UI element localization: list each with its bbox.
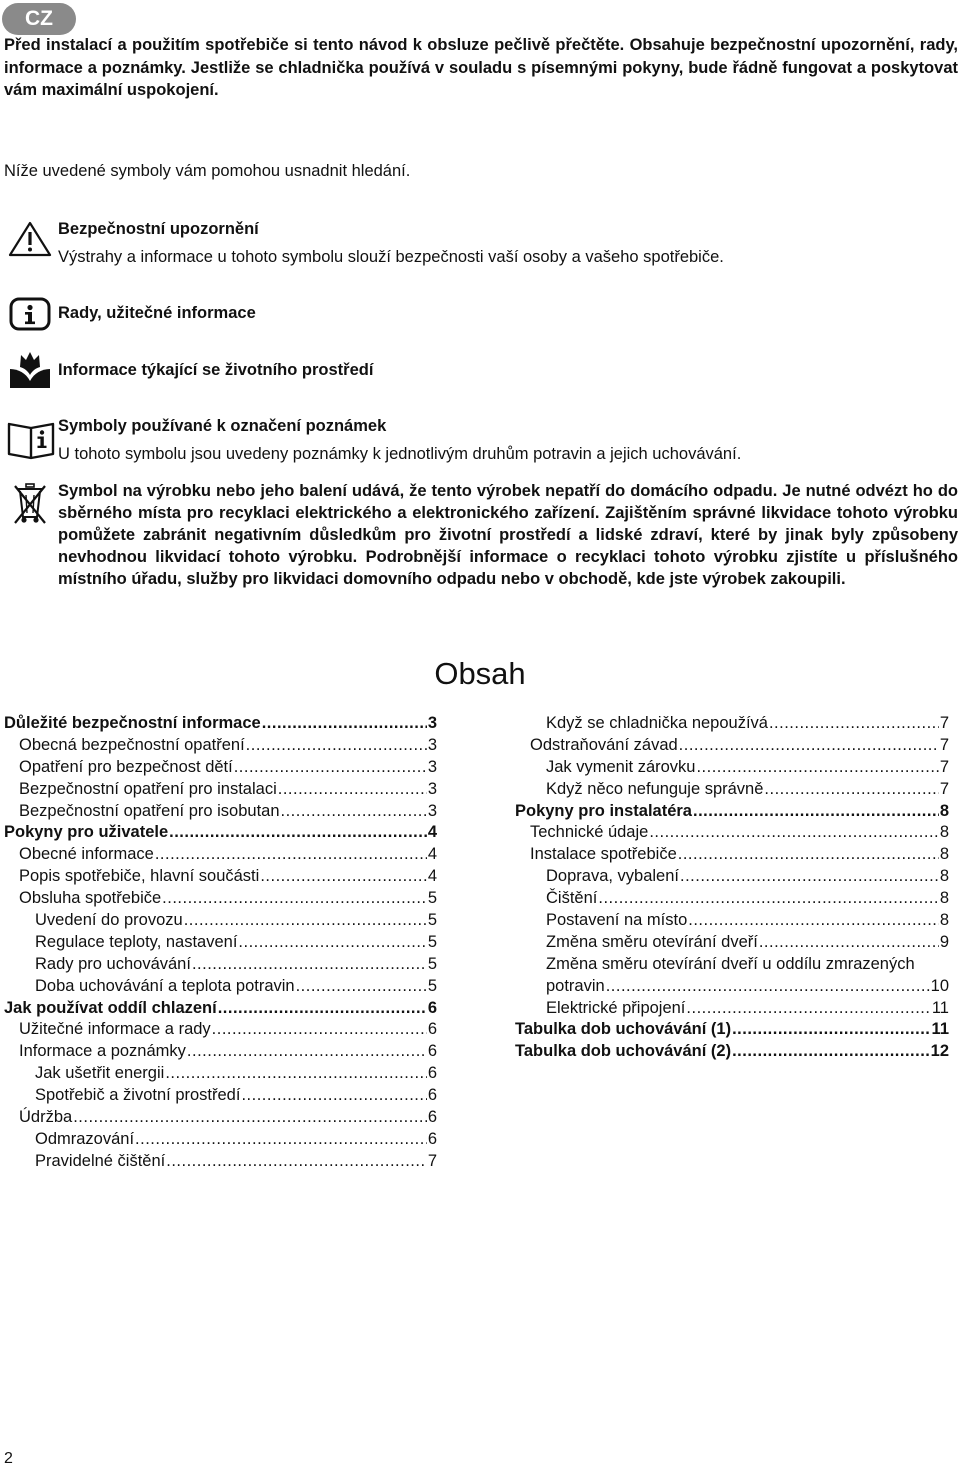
toc-leader-dots [135,1129,427,1151]
toc-leader-dots [166,1151,427,1173]
toc-entry-title: Pravidelné čištění [35,1151,166,1170]
toc-entry-title: Údržba [19,1108,73,1127]
toc-entry-title: Doprava, vybalení [546,867,679,886]
toc-entry [4,1151,437,1173]
toc-entry [4,1019,437,1041]
toc-entry-title: Odstraňování závad [530,735,678,754]
toc-entry [515,976,949,998]
toc-entry [4,844,437,866]
info-title: Rady, užitečné informace [58,304,256,322]
toc-leader-dots [688,910,939,932]
toc-entry [515,801,949,823]
toc-entry-title: Opatření pro bezpečnost dětí [19,757,233,776]
toc-leader-dots [165,1063,427,1085]
toc-entry [515,1019,949,1041]
toc-entry-title: Čištění [546,889,598,908]
toc-entry [515,779,949,801]
toc-entry-page: 7 [939,735,949,754]
toc-entry-title: Pokyny pro instalatéra [515,801,692,820]
toc-entry-title: Elektrické připojení [546,998,686,1017]
toc-entry-title: Tabulka dob uchovávání (2) [515,1042,732,1061]
toc-entry-title: Když něco nefunguje správně [546,779,764,798]
toc-entry-title: Důležité bezpečnostní informace [4,714,261,732]
toc-leader-dots [234,757,427,779]
toc-leader-dots [732,1041,930,1063]
environment-title: Informace týkající se životního prostředí [58,361,374,379]
toc-entry [4,1085,437,1107]
toc-entry-title: Rady pro uchovávání [35,954,191,973]
toc-entry-page: 5 [427,911,437,930]
toc-entry-page: 5 [427,932,437,951]
toc-entry-title: Jak vymenit zárovku [546,757,696,776]
toc-leader-dots [184,910,427,932]
toc-leader-dots [262,713,427,735]
toc-entry-page: 8 [939,889,949,908]
toc-entry-page: 12 [930,1042,949,1061]
warning-text: Výstrahy a informace u tohoto symbolu slouží bezpečnosti vaší osoby a vašeho spotřebiče. [58,248,724,266]
toc-leader-dots [686,998,930,1020]
toc-entry [515,954,949,976]
toc-leader-dots [296,976,427,998]
symbols-lead: Níže uvedené symboly vám pomohou usnadnit hledání. [4,162,411,180]
toc-entry-title: Obsluha spotřebiče [19,889,162,908]
toc-entry-title: Změna směru otevírání dveří [546,932,758,951]
toc-entry [4,757,437,779]
toc-entry-title: Odmrazování [35,1129,135,1148]
info-icon [9,297,51,333]
toc-leader-dots [680,866,939,888]
toc-leader-dots [260,866,427,888]
book-info-icon [6,418,56,460]
environment-icon [8,351,52,389]
toc-entry-page: 8 [939,823,949,842]
toc-leader-dots [693,801,939,823]
toc-leader-dots [649,822,938,844]
toc-entry-title: Technické údaje [530,823,649,842]
toc-entry-title: Obecná bezpečnostní opatření [19,735,245,754]
toc-leader-dots [218,998,427,1020]
toc-leader-dots [73,1107,427,1129]
toc-entry [515,757,949,779]
toc-entry-page: 11 [931,998,949,1017]
toc-entry-title: Uvedení do provozu [35,911,183,930]
toc-entry-page: 3 [427,757,437,776]
toc-entry-page: 7 [939,757,949,776]
toc-entry [4,1129,437,1151]
toc-entry-page: 7 [939,714,949,732]
toc-entry-title: Bezpečnostní opatření pro isobutan [19,801,280,820]
toc-entry-page: 6 [427,998,437,1017]
toc-entry-title: Obecné informace [19,845,154,864]
toc-leader-dots [246,735,427,757]
toc-entry [4,932,437,954]
toc-entry-title: Jak používat oddíl chlazení [4,998,217,1017]
toc-entry-page: 8 [939,801,949,820]
toc-entry [4,779,437,801]
notes-title: Symboly používané k označení poznámek [58,417,387,435]
toc-entry-page: 8 [939,867,949,886]
toc-entry-title: Bezpečnostní opatření pro instalaci [19,779,277,798]
toc-entry [4,1063,437,1085]
toc-leader-dots [241,1085,426,1107]
toc-entry [4,866,437,888]
toc-entry-page: 5 [427,954,437,973]
toc-entry-page: 4 [427,867,437,886]
toc-entry-title: Doba uchovávání a teplota potravin [35,976,295,995]
toc-entry-title: Spotřebič a životní prostředí [35,1086,241,1105]
crossed-bin-icon [12,481,48,525]
toc-entry [515,888,949,910]
toc-entry [4,998,437,1020]
toc-right-column [515,713,949,1063]
toc-entry [515,866,949,888]
toc-leader-dots [696,757,938,779]
toc-entry [4,888,437,910]
toc-entry-page: 3 [427,779,437,798]
toc-entry [515,932,949,954]
toc-entry-page: 3 [427,735,437,754]
toc-entry-title: Tabulka dob uchovávání (1) [515,1020,732,1039]
toc-entry [515,1041,949,1063]
toc-entry [4,1107,437,1129]
toc-entry-page: 6 [427,1108,437,1127]
toc-leader-dots [192,954,427,976]
toc-entry [515,910,949,932]
toc-entry [4,713,437,735]
toc-entry-page: 11 [931,1020,949,1039]
toc-entry-page: 5 [427,889,437,908]
toc-entry [515,998,949,1020]
toc-entry-title: Informace a poznámky [19,1042,186,1061]
toc-leader-dots [679,735,939,757]
intro-paragraph: Před instalací a použitím spotřebiče si tento návod k obsluze pečlivě přečtěte. Obsahuje bezpečnostní upozornění, rady, informace a poznámky. Jestliže se chladnička používá v souladu s písemnými pokyny, bude řádně fungovat a poskytovat vám maximální uspokojení. [4,36,958,99]
toc-leader-dots [598,888,938,910]
notes-text: U tohoto symbolu jsou uvedeny poznámky k jednotlivým druhům potravin a jejich uchovávání. [58,445,742,463]
toc-heading: Obsah [434,656,526,691]
toc-entry [4,822,437,844]
toc-entry [4,976,437,998]
toc-entry [4,801,437,823]
toc-entry-page: 5 [427,976,437,995]
toc-entry-title: Jak ušetřit energii [35,1064,165,1083]
toc-leader-dots [278,779,427,801]
toc-entry [4,910,437,932]
toc-entry [4,735,437,757]
toc-entry-page: 8 [939,845,949,864]
toc-left-column [4,713,437,1173]
toc-leader-dots [169,822,427,844]
toc-entry-page: 8 [939,911,949,930]
weee-text: Symbol na výrobku nebo jeho balení udává, že tento výrobek nepatří do domácího odpadu. Je nutné odvézt ho do sběrného místa pro recyklaci elektrického a elektronického zařízení. Zajištěním správné likvidace tohoto výrobku pomůžete zabránit negativním důsledkům pro životní prostředí a lidské zdraví, které by jinak byly způsobeny nevhodnou likvidací tohoto výrobku. Podrobnější informace o recyklaci tohoto výrobku zjistíte u příslušného místního úřadu, služby pro likvidaci domovního odpadu nebo v obchodě, kde jste výrobek zakoupili. [58,482,958,588]
toc-leader-dots [769,713,939,735]
toc-entry-page: 7 [939,779,949,798]
toc-entry [515,822,949,844]
toc-entry-title: Když se chladnička nepoužívá [546,714,768,732]
toc-leader-dots [212,1019,427,1041]
page-number: 2 [4,1450,13,1467]
toc-entry-page: 6 [427,1020,437,1039]
toc-leader-dots [155,844,427,866]
toc-entry [515,735,949,757]
toc-leader-dots [764,779,938,801]
toc-leader-dots [678,844,939,866]
toc-entry-title: Postavení na místo [546,911,688,930]
toc-entry-title: Pokyny pro uživatele [4,823,169,842]
toc-entry-title: Regulace teploty, nastavení [35,932,238,951]
toc-entry-page: 4 [427,823,437,842]
toc-entry-page: 3 [427,801,437,820]
toc-entry-page: 4 [427,845,437,864]
toc-leader-dots [759,932,939,954]
toc-leader-dots [606,976,930,998]
toc-entry-page: 6 [427,1086,437,1105]
toc-entry-title: potravin [546,976,605,995]
toc-leader-dots [732,1019,930,1041]
toc-leader-dots [238,932,426,954]
toc-entry [4,954,437,976]
toc-entry-page: 10 [930,976,949,995]
toc-entry [4,1041,437,1063]
toc-entry-page: 9 [939,932,949,951]
toc-entry [515,713,949,735]
toc-entry-title: Instalace spotřebiče [530,845,677,864]
language-badge: CZ [2,3,76,35]
warning-triangle-icon [8,221,52,257]
toc-leader-dots [281,801,427,823]
toc-entry [515,844,949,866]
warning-title: Bezpečnostní upozornění [58,220,259,238]
toc-entry-page: 6 [427,1064,437,1083]
toc-entry-title: Užitečné informace a rady [19,1020,211,1039]
toc-entry-title: Popis spotřebiče, hlavní součásti [19,867,260,886]
toc-entry-page: 7 [427,1151,437,1170]
toc-entry-page: 6 [427,1042,437,1061]
toc-entry-page: 3 [427,714,437,732]
toc-leader-dots [162,888,427,910]
toc-leader-dots [187,1041,427,1063]
toc-entry-page: 6 [427,1129,437,1148]
toc-entry-title: Změna směru otevírání dveří u oddílu zmrazených [546,954,915,973]
